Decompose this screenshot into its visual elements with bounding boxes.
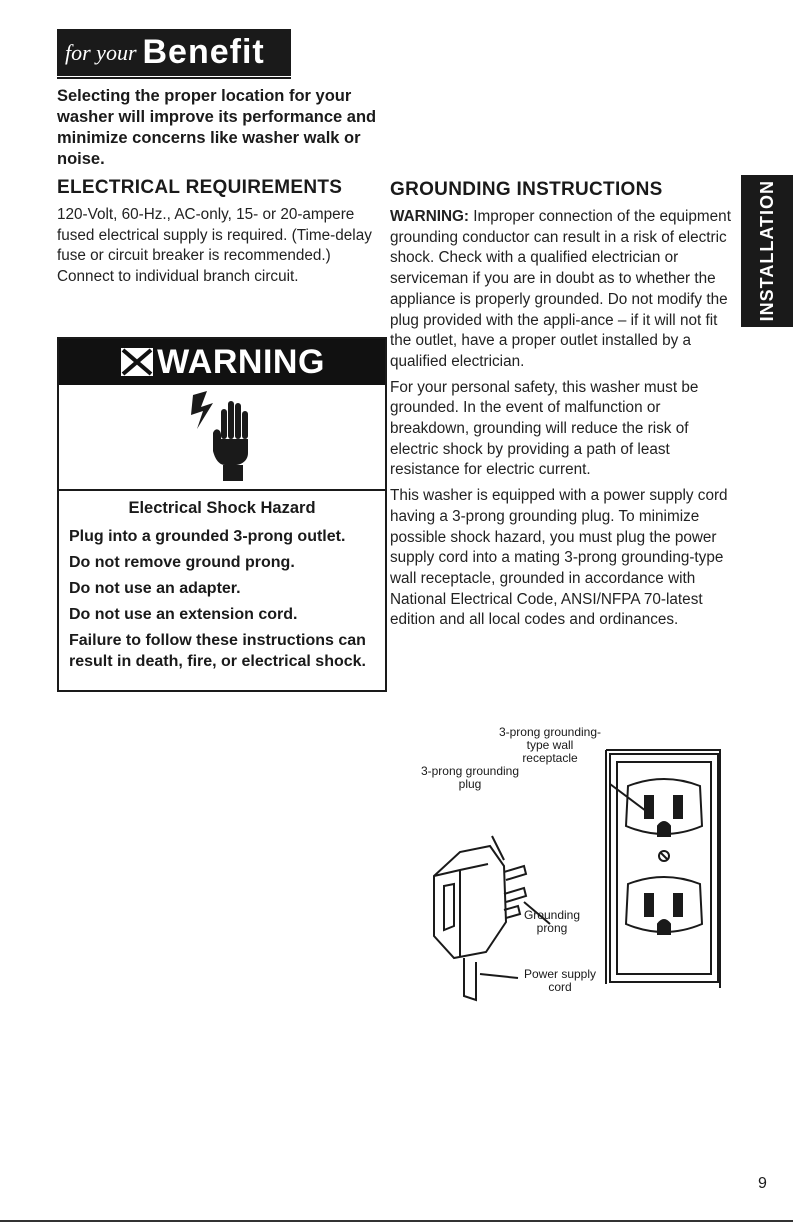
bottom-rule [0, 1220, 793, 1222]
warning-header-label: WARNING [157, 342, 325, 381]
grounding-warning-paragraph [390, 207, 740, 373]
electrical-shock-hand-icon [187, 389, 257, 485]
grounding-warning-text: Improper connection of the equipment grounding conductor can result in a risk of electric shock. Check with a qualified electrician or serviceman if you are in doubt as to whether the appliance is properly grounded. Do not modify the plug provided with the appli-ance – if it will not fit the outlet, have a proper outlet installed by a qualified electrician. [390, 208, 731, 370]
grounding-paragraph-2: For your personal safety, this washer must be grounded. In the event of malfunction or breakdown, grounding will reduce the risk of electric shock by providing a path of least resistance for electric current. [390, 378, 699, 479]
warning-line-4: Do not use an extension cord. [69, 606, 298, 623]
warning-header [59, 339, 385, 385]
side-tab-label: INSTALLATION [756, 180, 777, 322]
warning-icon-area [59, 385, 385, 491]
grounding-paragraph-3: This washer is equipped with a power supply cord having a 3-prong grounding plug. To minimize possible shock hazard, you must plug the power supply cord into a mating 3-prong grounding-type wall receptacle, grounded in accordance with National Electrical Code, ANSI/NFPA 70-latest edition and all local codes and ordinances. [390, 487, 728, 629]
installation-side-tab [741, 175, 793, 327]
warning-line-5: Failure to follow these instructions can result in death, fire, or electrical shock. [69, 632, 366, 670]
power-cord-label: Power supply cord [523, 967, 597, 994]
electrical-requirements-section [57, 177, 387, 288]
grounding-prong-label: Grounding prong [523, 908, 581, 935]
benefit-text: Selecting the proper location for your washer will improve its performance and minimize concerns like washer walk or noise. [57, 87, 377, 168]
grounding-plug-figure [420, 726, 740, 1016]
banner-rule [57, 77, 291, 79]
warning-body [59, 491, 385, 672]
grounding-heading: GROUNDING INSTRUCTIONS [390, 179, 663, 200]
electrical-heading: ELECTRICAL REQUIREMENTS [57, 177, 343, 198]
grounding-instructions-section [390, 179, 740, 631]
page-number: 9 [758, 1175, 767, 1192]
receptacle-label: 3-prong grounding-type wall receptacle [498, 725, 602, 765]
plug-label: 3-prong grounding plug [420, 764, 520, 791]
electrical-body: 120-Volt, 60-Hz., AC-only, 15- or 20-ampere fused electrical supply is required. (Time-delay fuse or circuit breaker is recommended.) Connect to individual branch circuit. [57, 206, 372, 286]
hazard-title: Electrical Shock Hazard [128, 499, 316, 517]
warning-line-2: Do not remove ground prong. [69, 554, 295, 571]
grounding-warning-label: WARNING: [390, 208, 470, 225]
banner-word: Benefit [142, 33, 265, 71]
warning-line-3: Do not use an adapter. [69, 580, 241, 597]
warning-box [57, 337, 387, 692]
for-your-benefit-banner [57, 29, 291, 76]
warning-x-icon [119, 346, 155, 378]
banner-prefix: for your [65, 39, 137, 65]
warning-line-1: Plug into a grounded 3-prong outlet. [69, 528, 346, 545]
